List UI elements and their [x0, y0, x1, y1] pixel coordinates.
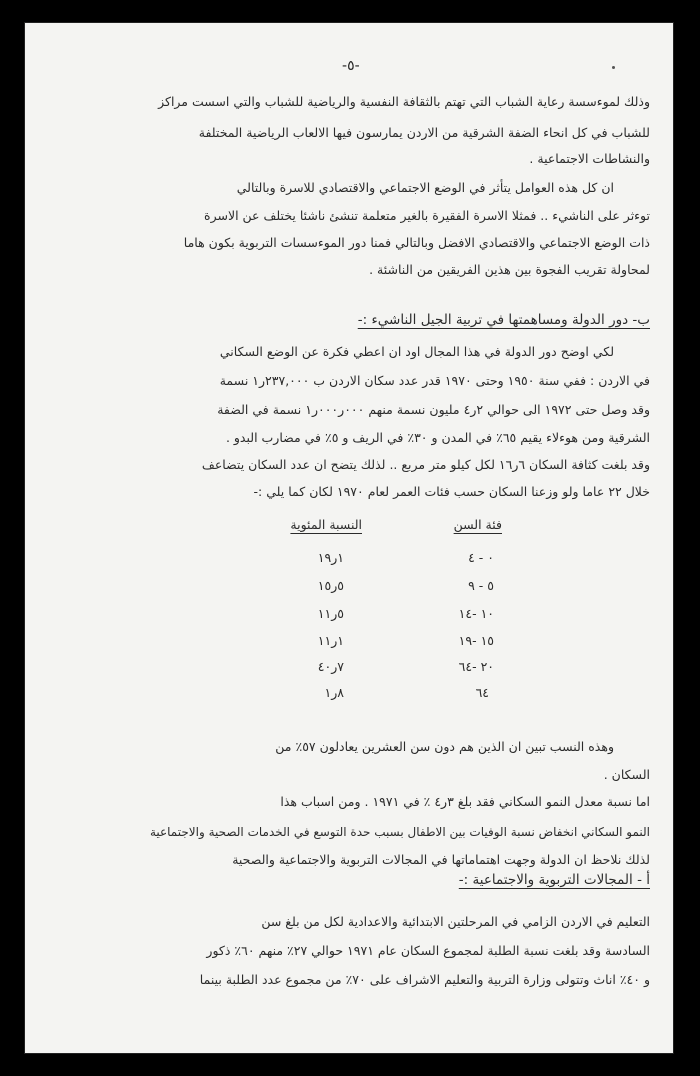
scan-speck [612, 66, 615, 69]
para5-line-1: اما نسبة معدل النمو السكاني فقد بلغ ٣ر٤ ٪ في ١٩٧١ . ومن اسباب هذا [280, 794, 650, 809]
table-cell-percent: ١ر١٩ [317, 550, 344, 565]
para3-line-6: خلال ٢٢ عاما ولو وزعنا السكان حسب فئات العمر لعام ١٩٧٠ لكان كما يلي :- [253, 484, 650, 499]
para3-line-5: وقد بلغت كثافة السكان ٦ر١٦ لكل كيلو متر مربع .. لذلك يتضح ان عدد السكان يتضاعف [201, 457, 650, 472]
table-cell-percent: ١ر١١ [317, 633, 344, 648]
para6-line-1: التعليم في الاردن الزامي في المرحلتين الابتدائية والاعدادية لكل من بلغ سن [261, 914, 650, 929]
para1-line-3: والنشاطات الاجتماعية . [529, 151, 650, 166]
table-header-age: فئة السن [453, 517, 502, 532]
table-cell-percent: ٨ر١ [324, 685, 344, 700]
para5-line-3: لذلك نلاحظ ان الدولة وجهت اهتماماتها في المجالات التربوية والاجتماعية والصحية [232, 852, 650, 867]
table-cell-percent: ٧ر٤٠ [317, 659, 344, 674]
para4-line-1: وهذه النسب تبين ان الذين هم دون سن العشرين يعادلون ٥٧٪ من [275, 739, 614, 754]
table-cell-percent: ٥ر١٥ [317, 578, 344, 593]
table-cell-percent: ٥ر١١ [317, 606, 344, 621]
table-cell-age: ٥ - ٩ [468, 578, 494, 593]
para2-line-4: لمحاولة تقريب الفجوة بين هذين الفريقين من الناشئة . [369, 262, 650, 277]
table-cell-age: ٠ - ٤ [468, 550, 494, 565]
para6-line-2: السادسة وقد بلغت نسبة الطلبة لمجموع السكان عام ١٩٧١ حوالي ٢٧٪ منهم ٦٠٪ ذكور [206, 943, 650, 958]
para2-line-3: ذات الوضع الاجتماعي والاقتصادي الافضل وبالتالي فمنا دور الموءسسات التربوية بكون هاما [183, 235, 650, 250]
para4-line-2: السكان . [603, 767, 650, 782]
section-heading-b: ب- دور الدولة ومساهمتها في تربية الجيل الناشيء :- [357, 312, 650, 328]
para6-line-3: و ٤٠٪ اناث وتتولى وزارة التربية والتعليم الاشراف على ٧٠٪ من مجموع عدد الطلبة بينما [199, 972, 650, 987]
para1-line-1: وذلك لموءسسة رعاية الشباب التي تهتم بالثقافة النفسية والرياضية للشباب والتي اسست مراكز [158, 94, 650, 109]
page-number: -٥- [342, 58, 360, 74]
para2-line-2: توءثر على الناشيء .. فمثلا الاسرة الفقيرة بالغير متعلمة تنشئ ناشئا يختلف عن الاسرة [204, 208, 650, 223]
table-cell-age: ١٥ -١٩ [458, 633, 494, 648]
table-header-percent: النسبة المئوية [290, 517, 362, 532]
section-heading-a: أ - المجالات التربوية والاجتماعية :- [458, 872, 650, 888]
table-cell-age: ١٠ -١٤ [458, 606, 494, 621]
para3-line-1: لكي اوضح دور الدولة في هذا المجال اود ان اعطي فكرة عن الوضع السكاني [219, 344, 614, 359]
table-cell-age: ٦٤ [475, 685, 489, 700]
para5-line-2: النمو السكاني انخفاض نسبة الوفيات بين الاطفال بسبب حدة التوسع في الخدمات الصحية والاجتماعية [149, 825, 650, 839]
table-cell-age: ٢٠ -٦٤ [458, 659, 494, 674]
document-page [24, 22, 674, 1054]
para3-line-3: وقد وصل حتى ١٩٧٢ الى حوالي ٢ر٤ مليون نسمة منهم ٠٠٠ر٠٠٠ر١ نسمة في الضفة [217, 402, 650, 417]
para3-line-2: في الاردن : ففي سنة ١٩٥٠ وحتى ١٩٧٠ قدر عدد سكان الاردن ب ٢٣٧,٠٠٠ر١ نسمة [219, 373, 650, 388]
para2-line-1: ان كل هذه العوامل يتأثر في الوضع الاجتماعي والاقتصادي للاسرة وبالتالي [236, 180, 614, 195]
para3-line-4: الشرقية ومن هوءلاء يقيم ٦٥٪ في المدن و ٣٠٪ في الريف و ٥٪ في مضارب البدو . [225, 430, 650, 445]
para1-line-2: للشباب في كل انحاء الضفة الشرقية من الاردن يمارسون فيها الالعاب الرياضية المختلفة [198, 125, 650, 140]
